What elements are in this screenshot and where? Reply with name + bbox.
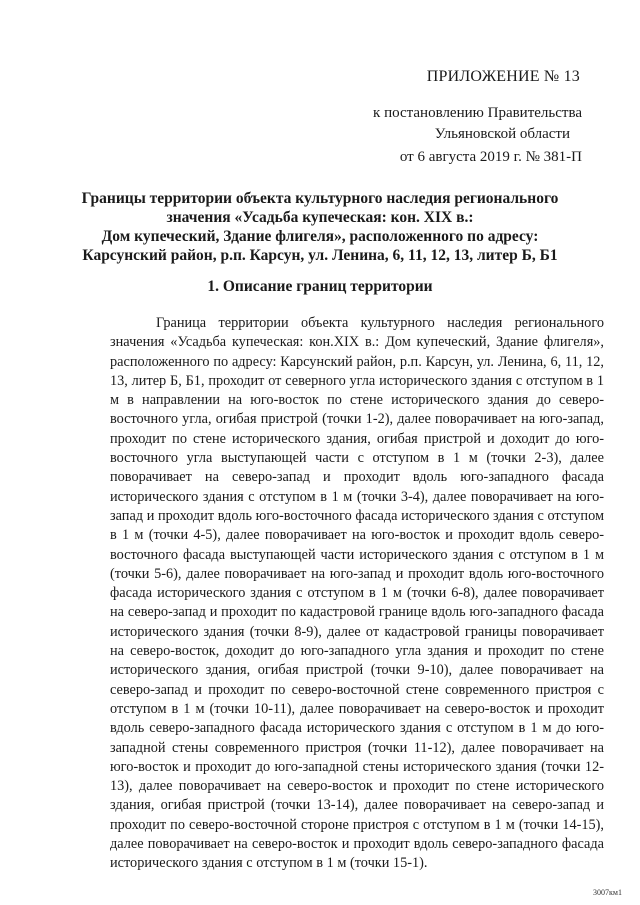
- boundary-paragraph: Граница территории объекта культурного наследия регионального значения «Усадьба купеческая: кон.XIX в.: Дом купеческий, Здание флигеля», расположенного по адресу: Карсунский район, р.п. Карсун, ул. Ленина, 6, 11, 12, 13, литер Б, Б1, проходит от северного угла исторического здания с отступом в 1 м в направлении на юго-восток по стене исторического здания до северо-восточного угла, огибая пристрой (точки 1-2), далее поворачивает на юго-запад, проходит по стене исторического здания, огибая пристрой и доходит до юго-восточного угла выступающей части с отступом в 1 м (точки 2-3), далее поворачивает на северо-запад и проходит вдоль юго-западного фасада исторического здания с отступом в 1 м (точки 3-4), далее поворачивает на юго-запад и проходит вдоль юго-восточного фасада исторического здания с отступом в 1 м (точки 4-5), далее поворачивает на юго-восток и проходит вдоль северо-восточного фасада выступающей части исторического здания с отступом в 1 м (точки 5-6), далее поворачивает на юго-запад и проходит вдоль юго-восточного фасада исторического здания с отступом в 1 м (точки 6-8), далее поворачивает на северо-запад и проходит по кадастровой границе вдоль юго-западного фасада исторического здания (точки 8-9), далее от кадастровой границы поворачивает на северо-восток, доходит до юго-западного угла здания и проходит по стене исторического здания, огибая пристрой (точки 9-10), далее поворачивает на северо-запад и проходит по северо-восточной стене современного пристроя с отступом в 1 м (точки 10-11), далее поворачивает на северо-восток и проходит вдоль северо-западного фасада исторического здания с отступом в 1 м до юго-западной стены современного пристроя (точки 11-12), далее поворачивает на юго-восток и проходит до юго-западной стены исторического здания (точки 12-13), далее поворачивает на северо-восток и проходит по стене исторического здания, огибая пристрой (точки 13-14), далее поворачивает на северо-запад и проходит по северо-восточной стороне пристроя с отступом в 1 м (точки 14-15), далее поворачивает на северо-восток и проходит вдоль северо-западного фасада исторического здания с отступом в 1 м (точки 15-1).: [110, 315, 604, 872]
- title-line-2: значения «Усадьба купеческая: кон. XIX в.:: [166, 209, 474, 226]
- boundary-description: [110, 314, 604, 874]
- footer-mark: 3007км1: [593, 888, 622, 897]
- document-title: [70, 189, 570, 265]
- title-line-4: Карсунский район, р.п. Карсун, ул. Ленина, 6, 11, 12, 13, литер Б, Б1: [82, 247, 558, 264]
- decree-date: от 6 августа 2019 г. № 381-П: [399, 149, 582, 165]
- decree-reference: [282, 103, 582, 145]
- title-line-3: Дом купеческий, Здание флигеля», расположенного по адресу:: [101, 228, 539, 245]
- decree-line-1: к постановлению Правительства: [373, 105, 582, 121]
- title-line-1: Границы территории объекта культурного наследия регионального: [81, 190, 559, 207]
- appendix-number: ПРИЛОЖЕНИЕ № 13: [426, 68, 580, 85]
- decree-line-2: Ульяновской области: [434, 126, 570, 142]
- section-heading: 1. Описание границ территории: [207, 278, 433, 295]
